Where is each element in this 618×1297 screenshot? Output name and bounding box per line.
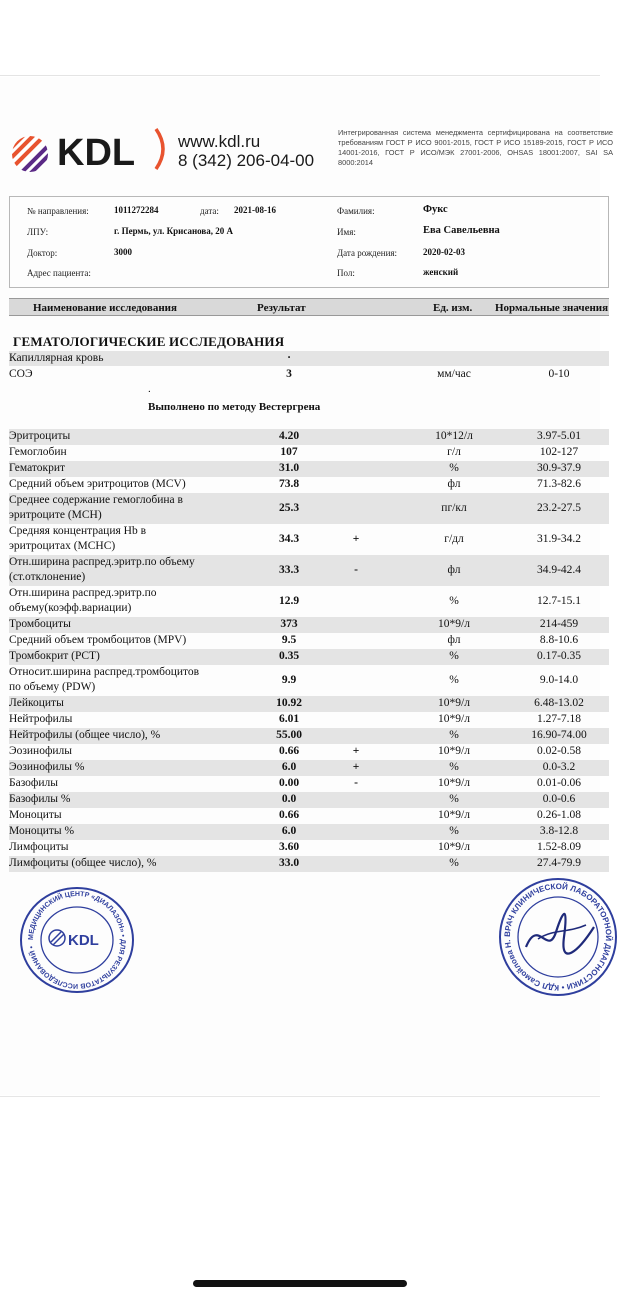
test-name <box>9 524 146 554</box>
test-flag: + <box>352 761 360 773</box>
bottom-bar <box>0 1096 600 1297</box>
table-row <box>9 856 609 872</box>
test-unit: 10*12/л <box>435 430 473 442</box>
test-name <box>9 824 74 839</box>
test-norm: 27.4-79.9 <box>536 857 582 869</box>
kdl-logo-icon <box>10 134 54 174</box>
left-stamp-logo: KDL <box>68 932 99 949</box>
test-name <box>9 728 160 743</box>
test-name-line1: Лейкоциты <box>9 697 64 709</box>
test-name-line1: Относит.ширина распред.тромбоцитов <box>9 666 200 678</box>
test-name-line2: по объему (PDW) <box>9 681 96 693</box>
test-name <box>9 712 72 727</box>
logo-bracket-icon <box>152 126 172 177</box>
referral-label: № направления: <box>27 206 89 216</box>
test-unit: % <box>449 650 459 662</box>
table-row <box>9 445 609 461</box>
right-stamp-ring-text: ВРАЧ КЛИНИЧЕСКОЙ ЛАБОРАТОРНОЙ ДИАГНОСТИКИ • КДЛ Самойлова Н. <box>502 881 614 993</box>
esr-unit: мм/час <box>437 368 471 380</box>
surname-label: Фамилия: <box>337 206 375 216</box>
test-name-line1: Средняя концентрация Hb в <box>9 525 147 537</box>
test-norm: 3.97-5.01 <box>536 430 582 442</box>
test-unit: 10*9/л <box>438 618 470 630</box>
sample-name: Капиллярная кровь <box>9 352 104 364</box>
table-row <box>9 696 609 712</box>
table-row <box>9 633 609 649</box>
table-row <box>9 760 609 776</box>
test-unit: % <box>449 793 459 805</box>
right-stamp <box>498 877 618 1002</box>
home-indicator[interactable] <box>193 1280 407 1287</box>
test-result: 107 <box>280 446 298 458</box>
test-name-line1: Эритроциты <box>9 430 71 442</box>
test-flag: - <box>354 564 358 576</box>
table-row <box>9 824 609 840</box>
test-name-line1: Гематокрит <box>9 462 66 474</box>
test-name-line1: Гемоглобин <box>9 446 67 458</box>
test-name <box>9 493 183 523</box>
col-header-name: Наименование исследования <box>33 302 177 314</box>
test-norm: 30.9-37.9 <box>536 462 582 474</box>
test-name-line1: Тромбоциты <box>9 618 71 630</box>
test-result: 0.66 <box>278 809 300 821</box>
test-unit: 10*9/л <box>438 697 470 709</box>
test-unit: % <box>449 761 459 773</box>
test-unit: пг/кл <box>441 502 467 514</box>
table-row <box>9 712 609 728</box>
test-result: 55.00 <box>276 729 302 741</box>
address-label: Адрес пациента: <box>27 268 91 278</box>
test-name <box>9 808 62 823</box>
test-name-line1: Среднее содержание гемоглобина в <box>9 494 183 506</box>
test-norm: 6.48-13.02 <box>534 697 584 709</box>
sex-label: Пол: <box>337 268 355 278</box>
test-name-line2: (ст.отклонение) <box>9 571 86 583</box>
test-result: 33.3 <box>278 564 300 576</box>
certification-text: Интегрированная система менеджмента сертифицирована на соответствие требованиям ГОСТ Р ИСО 9001-2015, ГОСТ Р ИСО 15189-2015, ГОСТ Р ИСО 14001-2016, ГОСТ Р ИСО/МЭК 27001-2006, OHSAS 18001:2007, SAI SA 8000:2014 <box>338 128 613 167</box>
test-name <box>9 856 156 871</box>
test-name <box>9 665 199 695</box>
referral-value: 1011272284 <box>114 205 159 215</box>
test-unit: % <box>449 595 459 607</box>
test-flag: - <box>354 777 358 789</box>
lpu-label: ЛПУ: <box>27 227 49 237</box>
test-norm: 102-127 <box>539 446 579 458</box>
test-name <box>9 744 72 759</box>
test-name-line1: Моноциты % <box>9 825 75 837</box>
test-flag: + <box>352 533 360 545</box>
test-unit: г/л <box>447 446 461 458</box>
test-unit: 10*9/л <box>438 745 470 757</box>
phone-number: 8 (342) 206-04-00 <box>178 151 315 170</box>
table-row <box>9 744 609 760</box>
test-norm: 214-459 <box>539 618 579 630</box>
test-name-line1: Базофилы % <box>9 793 71 805</box>
col-header-result: Результат <box>257 302 306 314</box>
test-name <box>9 792 70 807</box>
table-row <box>9 617 609 633</box>
test-flag: + <box>352 745 360 757</box>
test-norm: 71.3-82.6 <box>536 478 582 490</box>
lab-report-page <box>0 77 614 1095</box>
method-note: Выполнено по методу Вестергрена <box>148 401 321 413</box>
dob-value: 2020-02-03 <box>423 247 465 257</box>
test-result: 73.8 <box>278 478 300 490</box>
test-name <box>9 586 156 616</box>
test-name <box>9 477 186 492</box>
test-result: 6.01 <box>278 713 300 725</box>
test-name-line1: Отн.ширина распред.эритр.по объему <box>9 556 195 568</box>
patient-info-box <box>9 196 609 288</box>
test-name <box>9 461 65 476</box>
test-name <box>9 840 69 855</box>
test-result: 3.60 <box>278 841 300 853</box>
left-stamp <box>18 885 136 1000</box>
test-norm: 31.9-34.2 <box>536 533 582 545</box>
signature-icon <box>526 914 594 954</box>
test-result: 33.0 <box>278 857 300 869</box>
test-result: 34.3 <box>278 533 300 545</box>
test-name-line1: Лимфоциты <box>9 841 69 853</box>
table-row <box>9 586 609 617</box>
esr-name: СОЭ <box>9 368 33 380</box>
test-norm: 16.90-74.00 <box>531 729 587 741</box>
test-result: 6.0 <box>281 761 297 773</box>
test-unit: % <box>449 462 459 474</box>
test-result: 9.5 <box>281 634 297 646</box>
test-name <box>9 555 195 585</box>
test-unit: % <box>449 729 459 741</box>
test-norm: 0.02-0.58 <box>536 745 582 757</box>
test-unit: фл <box>447 634 461 646</box>
table-row <box>9 477 609 493</box>
method-dot: . <box>148 383 151 395</box>
test-unit: г/дл <box>444 533 464 545</box>
esr-row <box>9 367 609 382</box>
test-unit: фл <box>447 478 461 490</box>
surname-value: Фукс <box>423 204 448 215</box>
test-norm: 9.0-14.0 <box>539 674 579 686</box>
col-header-unit: Ед. изм. <box>433 302 473 314</box>
test-name <box>9 776 58 791</box>
table-header <box>9 298 609 316</box>
test-name-line1: Базофилы <box>9 777 59 789</box>
dob-label: Дата рождения: <box>337 248 398 258</box>
doctor-label: Доктор: <box>27 248 58 258</box>
table-row <box>9 493 609 524</box>
test-name <box>9 429 70 444</box>
test-result: 0.0 <box>281 793 297 805</box>
left-stamp-ring-text: МЕДИЦИНСКИЙ ЦЕНТР «ДИАЛАЗОН» • ДЛЯ РЕЗУЛЬТАТОВ ИССЛЕДОВАНИЙ • <box>27 890 127 990</box>
test-unit: фл <box>447 564 461 576</box>
table-row <box>9 524 609 555</box>
date-value: 2021-08-16 <box>234 205 276 215</box>
site-url: www.kdl.ru <box>178 132 261 151</box>
table-row <box>9 840 609 856</box>
lpu-value: г. Пермь, ул. Крисанова, 20 А <box>114 226 234 236</box>
test-name-line1: Тромбокрит (PCT) <box>9 650 100 662</box>
table-row <box>9 792 609 808</box>
test-result: 9.9 <box>281 674 297 686</box>
table-row <box>9 461 609 477</box>
test-norm: 8.8-10.6 <box>539 634 579 646</box>
test-result: 6.0 <box>281 825 297 837</box>
test-name-line1: Отн.ширина распред.эритр.по <box>9 587 157 599</box>
test-norm: 23.2-27.5 <box>536 502 582 514</box>
test-name-line1: Средний объем эритроцитов (MCV) <box>9 478 186 490</box>
logo-text: KDL <box>57 132 136 174</box>
test-name-line2: объему(коэфф.вариации) <box>9 602 132 614</box>
esr-result: 3 <box>286 368 292 380</box>
test-unit: % <box>449 825 459 837</box>
test-norm: 0.17-0.35 <box>536 650 582 662</box>
test-name-line2: эритроцитах (MCHC) <box>9 540 116 552</box>
test-norm: 0.0-3.2 <box>542 761 576 773</box>
test-result: 31.0 <box>278 462 300 474</box>
test-name-line1: Нейтрофилы <box>9 713 73 725</box>
test-name <box>9 445 67 460</box>
name-label: Имя: <box>337 227 356 237</box>
table-row <box>9 776 609 792</box>
test-name <box>9 760 84 775</box>
left-stamp-graphic <box>18 885 136 995</box>
test-result: 0.66 <box>278 745 300 757</box>
sample-result: . <box>287 349 291 361</box>
table-row <box>9 665 609 696</box>
table-row <box>9 429 609 445</box>
test-result: 12.9 <box>278 595 300 607</box>
doctor-value: 3000 <box>114 247 132 257</box>
test-unit: 10*9/л <box>438 841 470 853</box>
test-result: 0.35 <box>278 650 300 662</box>
test-unit: % <box>449 857 459 869</box>
test-name-line1: Средний объем тромбоцитов (MPV) <box>9 634 187 646</box>
test-result: 4.20 <box>278 430 300 442</box>
test-name-line1: Нейтрофилы (общее число), % <box>9 729 161 741</box>
test-unit: 10*9/л <box>438 809 470 821</box>
test-norm: 0.26-1.08 <box>536 809 582 821</box>
test-norm: 3.8-12.8 <box>539 825 579 837</box>
status-bar <box>0 0 600 76</box>
sample-row <box>9 351 609 366</box>
test-norm: 0.0-0.6 <box>542 793 576 805</box>
esr-norm: 0-10 <box>548 368 570 380</box>
table-row <box>9 808 609 824</box>
col-header-norm: Нормальные значения <box>495 302 609 314</box>
section-title: ГЕМАТОЛОГИЧЕСКИЕ ИССЛЕДОВАНИЯ <box>13 334 285 349</box>
test-result: 0.00 <box>278 777 300 789</box>
test-name-line1: Эозинофилы % <box>9 761 85 773</box>
test-name <box>9 696 64 711</box>
test-norm: 12.7-15.1 <box>536 595 582 607</box>
test-norm: 1.52-8.09 <box>536 841 582 853</box>
date-label: дата: <box>200 206 219 216</box>
test-name <box>9 617 71 632</box>
test-name <box>9 649 100 664</box>
right-stamp-graphic <box>498 877 618 997</box>
test-name-line1: Лимфоциты (общее число), % <box>9 857 157 869</box>
test-name-line1: Эозинофилы <box>9 745 73 757</box>
test-norm: 0.01-0.06 <box>536 777 582 789</box>
test-result: 25.3 <box>278 502 300 514</box>
test-name-line2: эритроците (MCH) <box>9 509 102 521</box>
test-unit: 10*9/л <box>438 777 470 789</box>
test-norm: 1.27-7.18 <box>536 713 582 725</box>
name-value: Ева Савельевна <box>423 225 500 236</box>
table-row <box>9 728 609 744</box>
test-name-line1: Моноциты <box>9 809 62 821</box>
table-row <box>9 555 609 586</box>
test-unit: 10*9/л <box>438 713 470 725</box>
test-norm: 34.9-42.4 <box>536 564 582 576</box>
sex-value: женский <box>423 267 459 277</box>
test-unit: % <box>449 674 459 686</box>
table-row <box>9 649 609 665</box>
test-result: 373 <box>280 618 298 630</box>
test-result: 10.92 <box>276 697 302 709</box>
test-name <box>9 633 186 648</box>
